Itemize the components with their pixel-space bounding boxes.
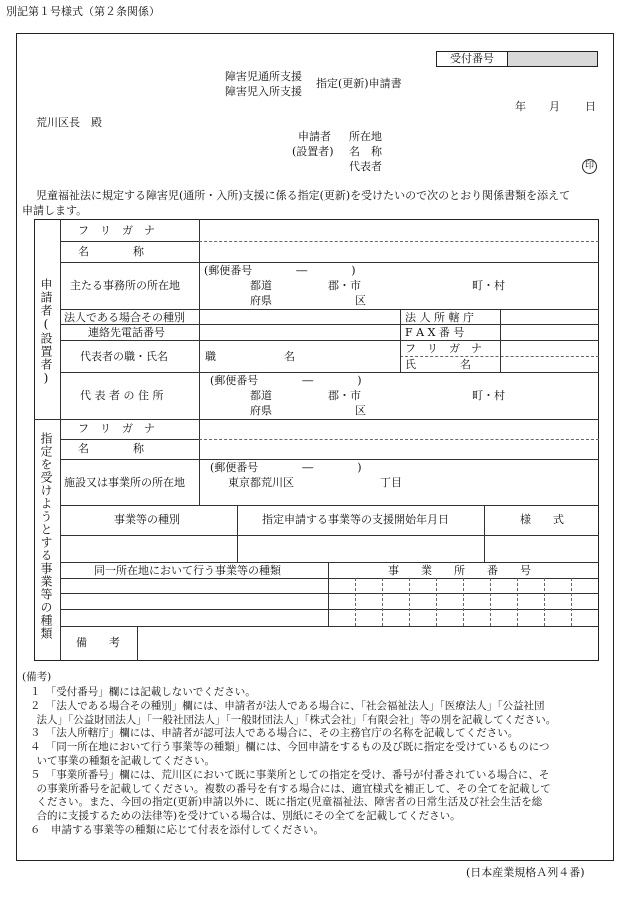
intro-line1: 児童福祉法に規定する障害児(通所・入所)支援に係る指定(更新)を受けたいので次のとおり関係書類を添えて (36, 189, 571, 202)
date-day: 日 (585, 100, 596, 113)
rep-furigana-label: フ リ ガ ナ (405, 342, 482, 355)
rep-title-word: 職 (205, 350, 216, 363)
row-line (60, 309, 599, 310)
style-header: 様 式 (520, 513, 564, 526)
row-line (60, 505, 599, 506)
label-col-divider (199, 219, 200, 419)
row-line (60, 372, 599, 373)
rep-shimei-label: 氏 名 (405, 358, 471, 371)
kind-header: 事業等の種別 (114, 513, 180, 526)
start-date-header: 指定申請する事業等の支援開始年月日 (262, 513, 449, 526)
rep-chouson: 町・村 (472, 389, 505, 402)
seal-mark: 印 (582, 159, 597, 174)
fax-label: F A X 番 号 (405, 326, 465, 339)
row-line (60, 241, 199, 242)
note-item: 合的に支援するための法律等)を受けている場合は、別紙にその全てを記載してください。 (26, 810, 461, 823)
business-side-label: 指定を受けようとする事業等の種類 (39, 432, 53, 640)
col-dash (571, 578, 572, 626)
rep-gunshi: 郡・市 (328, 389, 361, 402)
col-dash (409, 578, 410, 626)
row-line (60, 562, 599, 563)
furigana-dash (199, 241, 599, 242)
notes-title: (備考) (22, 671, 52, 683)
col-line (199, 419, 200, 505)
office-chouson: 町・村 (472, 279, 505, 292)
col-dash (490, 578, 491, 626)
rep-address-label: 代 表 者 の 住 所 (80, 389, 164, 402)
note-item: いて事業の種類を記載してください。 (26, 755, 215, 767)
intro-line2: 申請します。 (22, 204, 88, 217)
col-dash (382, 578, 383, 626)
row-line (60, 535, 599, 536)
note-item: の事業所番号を記載してください。複数の番号を有する場合には、適宜様式を補正して、その全てを記載して (26, 782, 551, 795)
facility-address-label: 施設又は事業所の所在地 (64, 476, 185, 489)
title-line1: 障害児通所支援 (225, 70, 302, 83)
applicant-name-label: 名 称 (78, 245, 144, 258)
col-line (237, 505, 238, 562)
corp-type-label: 法人である場合その種別 (64, 311, 185, 324)
col-dash (436, 578, 437, 626)
applicant-side-label: 申請者(設置者) (39, 278, 53, 386)
rep-name-word: 名 (284, 350, 295, 363)
applicant-label: 申請者 (298, 130, 331, 143)
col-line (484, 505, 485, 562)
row-line (60, 324, 599, 325)
office-todo: 都道 (250, 279, 272, 292)
row-line (60, 340, 400, 341)
col-dash (355, 578, 356, 626)
col-dash (463, 578, 464, 626)
section-divider (34, 419, 599, 420)
col-dash (544, 578, 545, 626)
same-location-header: 同一所在地において行う事業等の種類 (94, 564, 281, 577)
business-name-label: 名 称 (78, 442, 144, 455)
rep-ku: 区 (355, 404, 366, 417)
establisher-label: (設置者) (292, 145, 334, 158)
row-line (60, 459, 599, 460)
phone-label: 連絡先電話番号 (88, 326, 165, 339)
row-line (60, 609, 599, 610)
row-dash (199, 439, 599, 440)
applicant-furigana-label: フ リ ガ ナ (78, 224, 155, 237)
office-address-label: 主たる事務所の所在地 (70, 279, 180, 292)
remarks-label: 備 考 (76, 636, 120, 649)
note-item: ３ 「法人所轄庁」欄には、申請者が認可法人である場合に、その主務官庁の名称を記載してください。 (30, 727, 519, 740)
row-line (60, 626, 599, 627)
date-year: 年 (515, 100, 526, 113)
corp-office-label: 法 人 所 轄 庁 (405, 311, 474, 324)
date-month: 月 (549, 100, 560, 113)
title-line2: 障害児入所支援 (225, 85, 302, 98)
row-line (60, 578, 599, 579)
office-postal: (郵便番号 ― ) (204, 264, 356, 277)
note-item: ２ 「法人である場合その種別」欄には、申請者が法人である場合に、「社会福祉法人」「医療法人」「公益社団 (30, 699, 545, 712)
rep-postal: (郵便番号 ― ) (210, 374, 362, 387)
title-suffix: 指定(更新)申請書 (316, 77, 402, 90)
business-furigana-label: フ リ ガ ナ (78, 422, 155, 435)
office-fuken: 府県 (250, 294, 272, 307)
note-item: ６ 申請する事業等の種類に応じて付表を添付してください。 (30, 824, 324, 836)
row-line (60, 593, 599, 594)
office-gunshi: 郡・市 (328, 279, 361, 292)
receipt-number-field[interactable] (508, 52, 597, 66)
form-number: 別記第１号様式（第２条関係） (6, 5, 160, 18)
note-item: ５ 「事業所番号」欄には、荒川区において既に事業所としての指定を受け、番号が付番されている場合に、そ (30, 768, 550, 781)
col-line (137, 626, 138, 661)
seal-icon (582, 159, 597, 174)
rep-label: 代表者 (349, 160, 382, 173)
receipt-number-label: 受付番号 (437, 52, 508, 66)
addressee: 荒川区長 殿 (36, 116, 102, 129)
col-dash (517, 578, 518, 626)
row-line (400, 340, 599, 341)
receipt-number-box (436, 51, 598, 67)
office-number-header: 事 業 所 番 号 (388, 564, 531, 577)
rep-title-name-label: 代表者の職・氏名 (80, 350, 168, 363)
row-line (60, 439, 199, 440)
note-item: 法人」「公益財団法人」「一般社団法人」「一般財団法人」「株式会社」「有限会社」等の別を記載してください。 (26, 713, 557, 726)
note-item: ４ 「同一所在地において行う事業等の種類」欄には、今回申請をするもの及び既に指定を受けているものにつ (30, 741, 550, 754)
office-ku: 区 (355, 294, 366, 307)
address-label: 所在地 (349, 130, 382, 143)
rep-fuken: 府県 (250, 404, 272, 417)
side-divider (60, 219, 61, 661)
rep-todo: 都道 (250, 389, 272, 402)
facility-chome: 丁目 (380, 476, 402, 489)
facility-city: 東京都荒川区 (228, 476, 294, 489)
col-line (328, 562, 329, 626)
note-item: ください。また、今回の指定(更新)申請以外に、既に指定(児童福祉法、障害者の日常生活及び社会生活を総 (26, 796, 543, 809)
row-line (60, 262, 599, 263)
name-label: 名 称 (349, 145, 382, 158)
paper-size: (日本産業規格Ａ列４番) (466, 866, 585, 879)
facility-postal: (郵便番号 ― ) (210, 461, 362, 474)
note-item: １ 「受付番号」欄には記載しないでください。 (30, 686, 256, 698)
